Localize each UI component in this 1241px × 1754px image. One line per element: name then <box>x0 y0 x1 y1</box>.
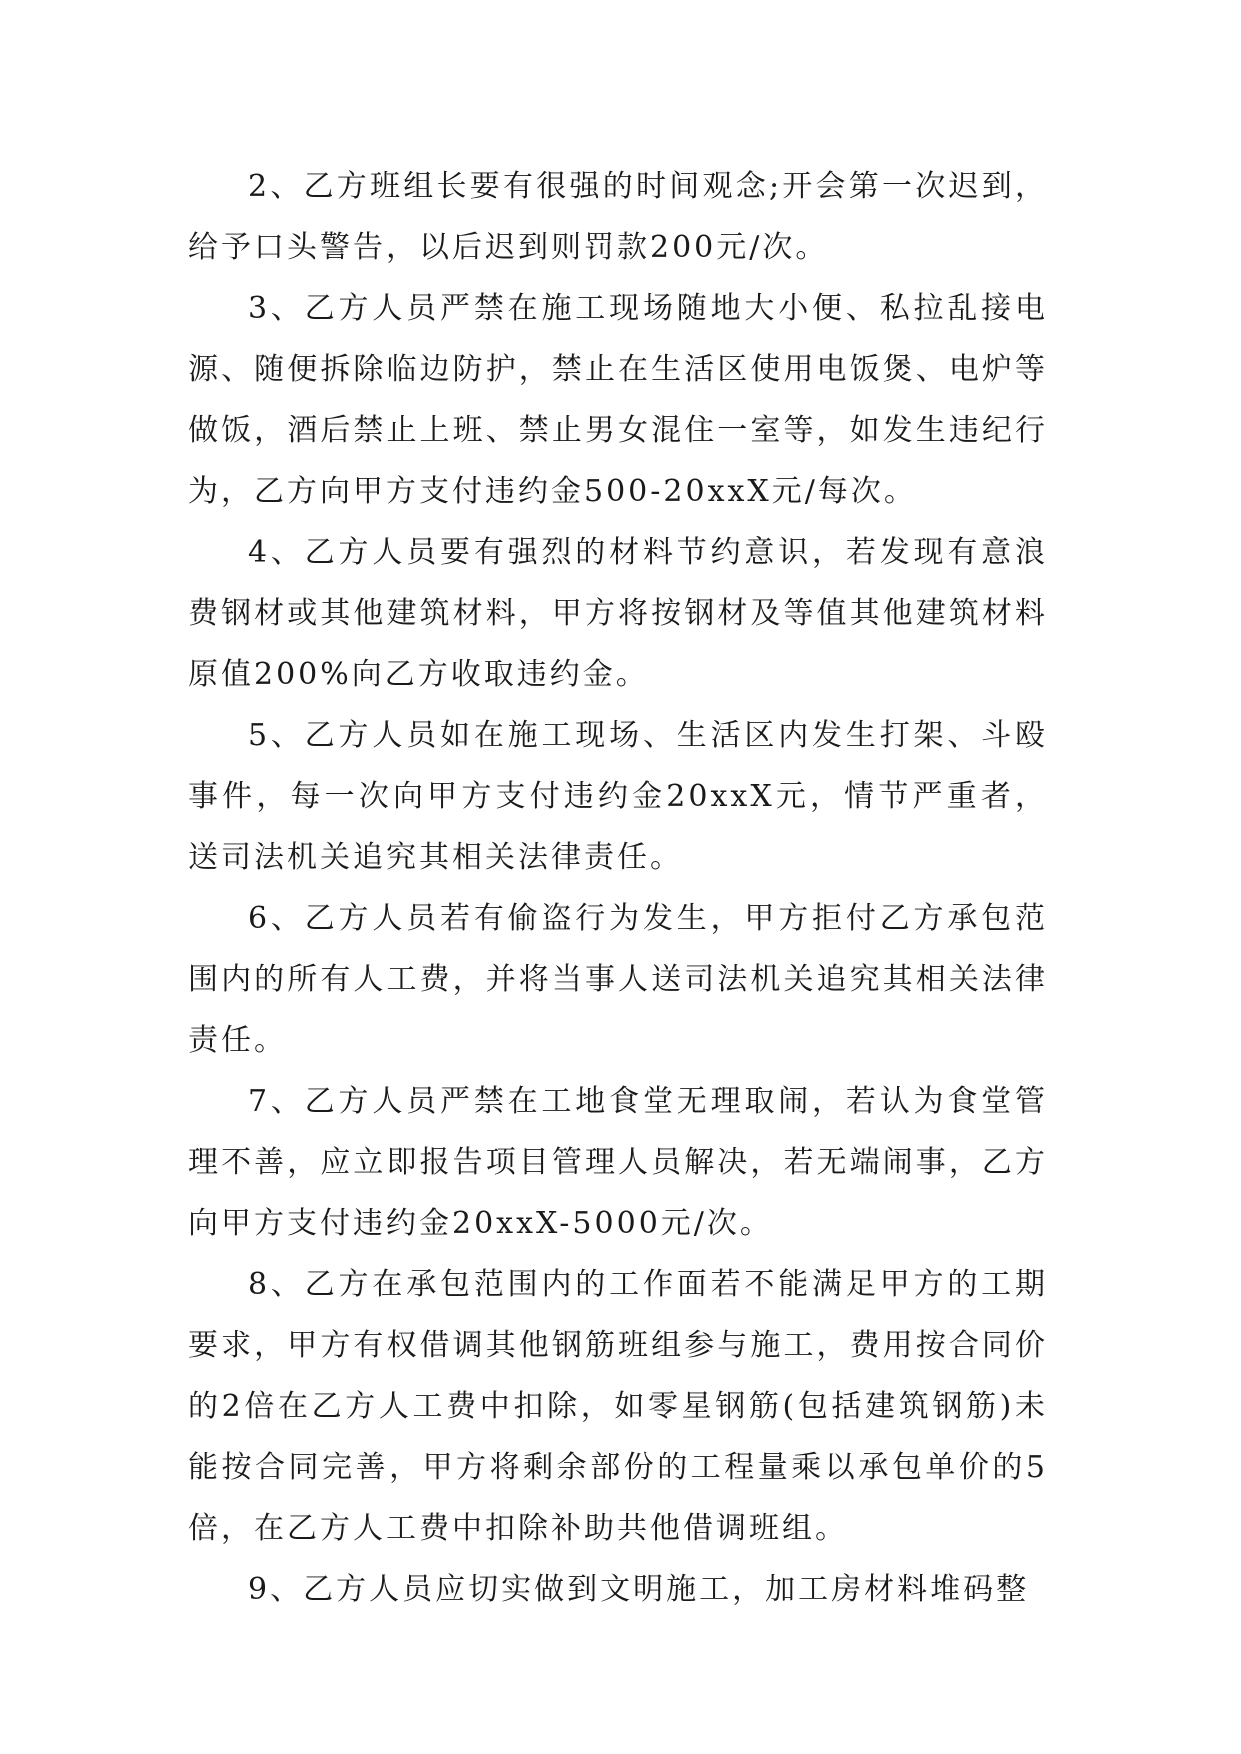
clause-5-paragraph: 5、乙方人员如在施工现场、生活区内发生打架、斗殴事件，每一次向甲方支付违约金20xxX元，情节严重者，送司法机关追究其相关法律责任。 <box>188 718 1048 875</box>
clause-4-paragraph: 4、乙方人员要有强烈的材料节约意识，若发现有意浪费钢材或其他建筑材料，甲方将按钢材及等值其他建筑材料原值200%向乙方收取违约金。 <box>188 535 1048 692</box>
clause-2-paragraph: 2、乙方班组长要有很强的时间观念;开会第一次迟到，给予口头警告，以后迟到则罚款200元/次。 <box>188 169 1048 265</box>
clause-3-paragraph: 3、乙方人员严禁在施工现场随地大小便、私拉乱接电源、随便拆除临边防护，禁止在生活区使用电饭煲、电炉等做饭，酒后禁止上班、禁止男女混住一室等，如发生违纪行为，乙方向甲方支付违约金500-20xxX元/每次。 <box>188 291 1048 509</box>
clause-6-paragraph: 6、乙方人员若有偷盗行为发生，甲方拒付乙方承包范围内的所有人工费，并将当事人送司法机关追究其相关法律责任。 <box>188 901 1048 1058</box>
clause-9-paragraph: 9、乙方人员应切实做到文明施工，加工房材料堆码整 <box>248 1572 1030 1607</box>
clause-7-paragraph: 7、乙方人员严禁在工地食堂无理取闹，若认为食堂管理不善，应立即报告项目管理人员解决，若无端闹事，乙方向甲方支付违约金20xxX-5000元/次。 <box>188 1084 1048 1241</box>
clause-8-paragraph: 8、乙方在承包范围内的工作面若不能满足甲方的工期要求，甲方有权借调其他钢筋班组参与施工，费用按合同价的2倍在乙方人工费中扣除，如零星钢筋(包括建筑钢筋)未能按合同完善，甲方将剩余部份的工程量乘以承包单价的5倍，在乙方人工费中扣除补助共他借调班组。 <box>188 1267 1048 1546</box>
document-body <box>188 156 1048 1620</box>
